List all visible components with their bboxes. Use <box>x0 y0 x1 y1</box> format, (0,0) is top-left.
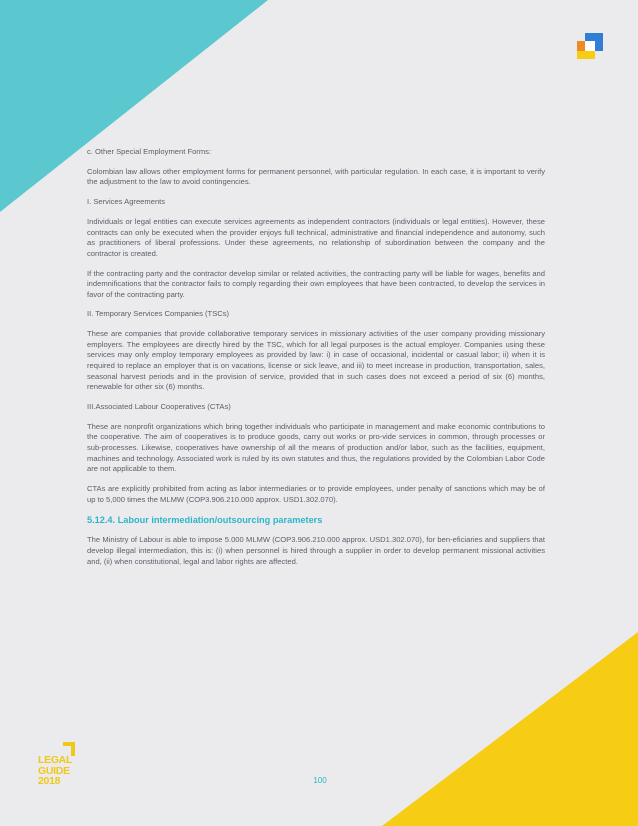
corner-square-logo-icon <box>577 33 603 59</box>
legal-guide-logo <box>38 742 78 790</box>
yellow-corner-shape <box>382 632 638 826</box>
subsection-title: III.Associated Labour Cooperatives (CTAs) <box>87 402 231 411</box>
body-paragraph: Individuals or legal entities can execute services agreements as independent contractors (individuals or legal entities). However, these contracts can only be executed when the provider enjoys full technical, administrative and financial independence and autonomy, such as practitioners of liberal professions. Under these agreements, no relationship of subordination between the company and the contractor is created. <box>87 216 545 258</box>
body-paragraph: These are companies that provide collaborative temporary services in missionary activities of the user company providing missionary employers. The employees are directly hired by the TSC, which for all legal purposes is the actual employer. Companies using these services may only employ temporary employees as provided by law: i) in case of occasional, incidental or casual labor; ii) when it is required to replace an employer that is on vacations, license or sick leave, and iii) to meet increase in production, transportation, sales, seasonal harvest periods and in the provision of service, provided that in such cases does not exceed a period of six (6) months, renewable for other six (6) months. <box>87 329 545 392</box>
logo-line-legal: LEGAL <box>38 754 73 766</box>
logo-line-year: 2018 <box>38 775 61 787</box>
body-paragraph: The Ministry of Labour is able to impose 5.000 MLMW (COP3.906.210.000 approx. USD1.302.070), for ben-eficiaries and suppliers that develop illegal intermediation, this is: (i) when personnel is hired through a supplier in order to develop permanent missional activities and, (ii) when constitutional, legal and labor rights are affected. <box>87 535 545 566</box>
subsection-title: c. Other Special Employment Forms: <box>87 147 212 156</box>
section-heading: 5.12.4. Labour intermediation/outsourcing parameters <box>87 515 323 526</box>
body-paragraph: Colombian law allows other employment forms for permanent personnel, with particular regulation. In each case, it is important to verify the adjustment to the law to avoid contingencies. <box>87 166 545 187</box>
page-number: 100 <box>313 776 327 785</box>
document-body <box>87 147 545 576</box>
body-paragraph: These are nonprofit organizations which bring together individuals who participate in management and make economic contributions to the cooperative. The aim of cooperatives is to produce goods, carry out works or pro-vide services in common, through processes or sub-processes. Likewise, cooperatives have ownership of all the means of production and/or labor, such as the facilities, equipment, machines and technology. Associated work is ruled by its own statutes and thus, the regulations provided by the Colombian Labor Code are not applicable to them. <box>87 421 545 474</box>
body-paragraph: If the contracting party and the contractor develop similar or related activities, the contracting party will be liable for wages, benefits and indemnifications that the contractor fails to comply regarding their own employees that have been contracted, to develop the services in favor of the contracting party. <box>87 268 545 299</box>
subsection-title: I. Services Agreements <box>87 197 166 207</box>
logo-bar-horizontal <box>63 742 75 746</box>
logo-line-guide: GUIDE <box>38 764 70 777</box>
body-paragraph: CTAs are explicitly prohibited from acting as labor intermediaries or to provide employees, under penalty of sanctions which may be of up to 5,000 times the MLMW (COP3.906.210.000 approx. USD1.302.070). <box>87 483 545 504</box>
subsection-title: II. Temporary Services Companies (TSCs) <box>87 309 230 319</box>
